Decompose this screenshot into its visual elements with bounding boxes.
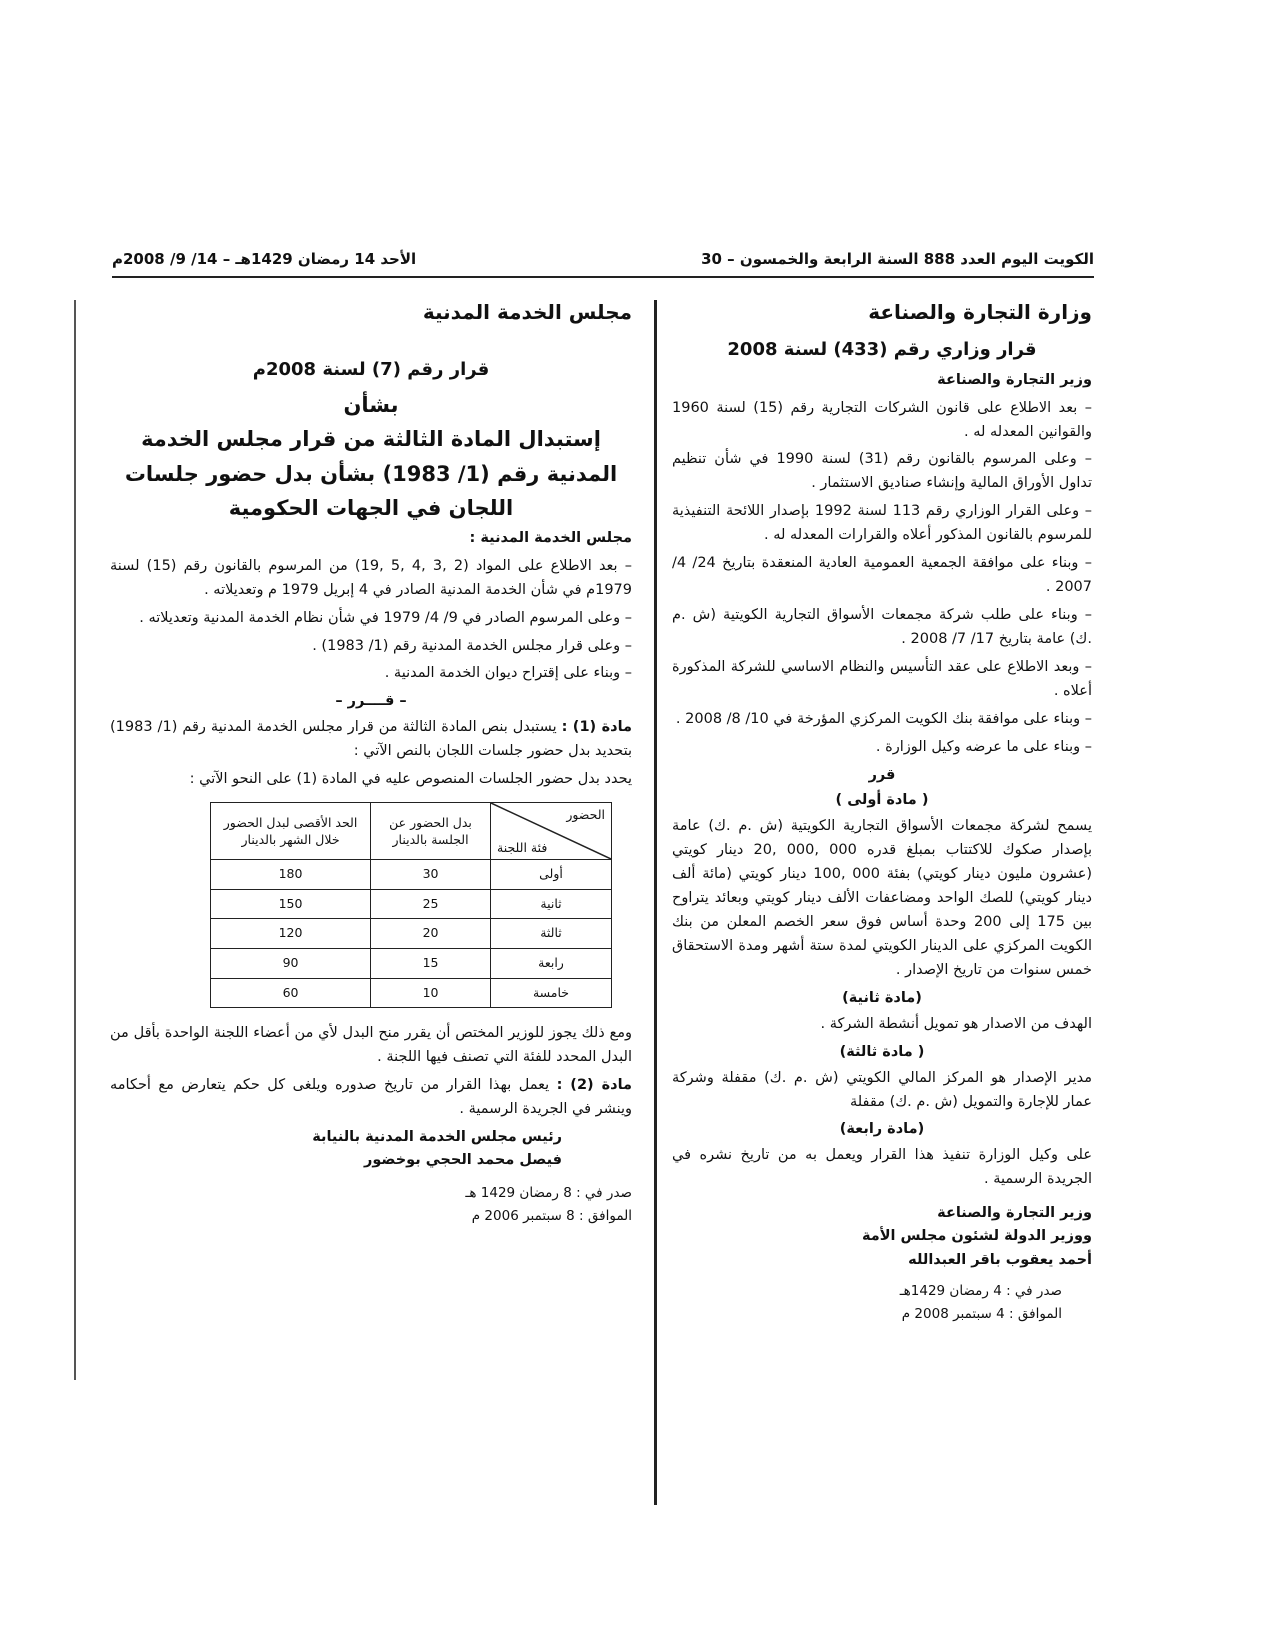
- article-1-text: يستبدل بنص المادة الثالثة من قرار مجلس الخدمة المدنية رقم (1/ 1983) بتحديد بدل حضور جلسات اللجان بالنص الآتي :: [110, 719, 632, 760]
- row-category: رابعة: [491, 948, 612, 978]
- article-2-text: يعمل بهذا القرار من تاريخ صدوره ويلغى كل حكم يتعارض مع أحكامه وينشر في الجريدة الرسمية .: [110, 1077, 632, 1117]
- header-date: الأحد 14 رمضان 1429هـ – 14/ 9/ 2008م: [112, 250, 417, 268]
- diag-bottom-label: فئة اللجنة: [497, 839, 548, 855]
- signature-line: وزير التجارة والصناعة: [937, 1205, 1092, 1222]
- subject-line: اللجان في الجهات الحكومية: [228, 496, 514, 521]
- article-2-label: مادة (2) :: [556, 1077, 632, 1094]
- preamble-item: – وعلى القرار الوزاري رقم 113 لسنة 1992 بإصدار اللائحة التنفيذية للمرسوم بالقانون المذكور أعلاه والقرارات المعدله له .: [672, 503, 1092, 544]
- row-max: 90: [211, 948, 371, 978]
- exception-note: ومع ذلك يجوز للوزير المختص أن يقرر منح البدل لأي من أعضاء اللجنة الواحدة بأقل من البدل المحدد للفئة التي تصنف فيها اللجنة .: [110, 1025, 632, 1066]
- article-4-text: على وكيل الوزارة تنفيذ هذا القرار ويعمل به من تاريخ نشره في الجريدة الرسمية .: [672, 1147, 1092, 1188]
- article-3-text: مدير الإصدار هو المركز المالي الكويتي (ش .م .ك) مقفلة وشركة عمار للإجارة والتمويل (ش .م .ك) مقفلة: [672, 1069, 1092, 1110]
- scan-edge-line: [74, 300, 76, 1380]
- preamble-item: – وبناء على ما عرضه وكيل الوزارة .: [875, 738, 1092, 755]
- regarding-label: بشأن: [343, 392, 399, 417]
- article-1-label: مادة (1) :: [561, 719, 632, 736]
- ministry-heading: وزارة التجارة والصناعة: [868, 300, 1092, 324]
- table-row: [211, 948, 612, 978]
- table-row: [211, 889, 612, 919]
- article-1: [110, 716, 632, 764]
- decision-title: قرار وزاري رقم (433) لسنة 2008: [727, 339, 1037, 360]
- row-category: ثانية: [491, 889, 612, 919]
- row-fee: 10: [371, 978, 491, 1008]
- issued-gregorian: الموافق : 8 سبتمبر 2006 م: [471, 1208, 632, 1225]
- preamble-item: – وبناء على موافقة بنك الكويت المركزي المؤرخة في 10/ 8/ 2008 .: [675, 710, 1092, 727]
- issued-block: [672, 1280, 1092, 1326]
- table-header-max: الحد الأقصى لبدل الحضور خلال الشهر بالدينار: [211, 803, 371, 860]
- row-category: ثالثة: [491, 919, 612, 949]
- issued-hijri: صدر في : 4 رمضان 1429هـ: [899, 1282, 1062, 1299]
- row-max: 60: [211, 978, 371, 1008]
- article-2-title: (مادة ثانية): [842, 989, 922, 1006]
- preamble-item: – وبناء على طلب شركة مجمعات الأسواق التجارية الكويتية (ش .م .ك) عامة بتاريخ 17/ 7/ 2008 .: [672, 606, 1092, 647]
- table-header-diagonal: [491, 803, 612, 860]
- row-max: 180: [211, 860, 371, 890]
- signature-name: أحمد يعقوب باقر العبدالله: [908, 1251, 1092, 1268]
- preamble-item: – بعد الاطلاع على المواد (2 ,3 ,4 ,5 ,19) من المرسوم بالقانون رقم (15) لسنة 1979م في شأن الخدمة المدنية الصادر في 4 إبريل 1979 م وتعديلاته .: [110, 557, 633, 598]
- issued-hijri: صدر في : 8 رمضان 1429 هـ: [465, 1185, 632, 1202]
- issued-block: [110, 1182, 632, 1228]
- decision-title: قرار رقم (7) لسنة 2008م: [252, 359, 490, 380]
- decided-heading: قرر: [868, 766, 896, 783]
- attendance-fee-table: [210, 802, 612, 1008]
- article-1-quote: يحدد بدل حضور الجلسات المنصوص عليه في المادة (1) على النحو الآتي :: [189, 771, 632, 788]
- minister-title: وزير التجارة والصناعة: [937, 371, 1092, 388]
- preamble-item: – وعلى المرسوم بالقانون رقم (31) لسنة 1990 في شأن تنظيم تداول الأوراق المالية وإنشاء صناديق الاستثمار .: [672, 451, 1092, 492]
- decided-heading: – قــــرر –: [335, 693, 407, 710]
- subject-line: المدنية رقم (1/ 1983) بشأن بدل حضور جلسات: [124, 461, 618, 486]
- row-fee: 15: [371, 948, 491, 978]
- column-divider: [654, 300, 657, 1505]
- row-fee: 25: [371, 889, 491, 919]
- header-issue: الكويت اليوم العدد 888 السنة الرابعة والخمسون – 30: [701, 250, 1094, 268]
- article-3-title: ( مادة ثالثة): [839, 1043, 925, 1060]
- row-max: 120: [211, 919, 371, 949]
- preamble-item: – بعد الاطلاع على قانون الشركات التجارية رقم (15) لسنة 1960 والقوانين المعدله له .: [672, 399, 1092, 440]
- preamble-item: – وعلى قرار مجلس الخدمة المدنية رقم (1/ 1983) .: [312, 637, 632, 654]
- preamble-item: – وبناء على إقتراح ديوان الخدمة المدنية .: [384, 665, 632, 682]
- table-row: [211, 978, 612, 1008]
- page-header: [112, 246, 1094, 278]
- row-max: 150: [211, 889, 371, 919]
- table-header-row: [211, 803, 612, 860]
- article-4-title: (مادة رابعة): [839, 1121, 925, 1138]
- signature-line: رئيس مجلس الخدمة المدنية بالنيابة: [312, 1128, 562, 1145]
- council-label: مجلس الخدمة المدنية :: [469, 529, 632, 546]
- row-category: أولى: [491, 860, 612, 890]
- preamble-item: – وعلى المرسوم الصادر في 9/ 4/ 1979 في شأن نظام الخدمة المدنية وتعديلاته .: [139, 609, 632, 626]
- issued-gregorian: الموافق : 4 سبتمبر 2008 م: [901, 1305, 1062, 1322]
- preamble-item: – وبعد الاطلاع على عقد التأسيس والنظام الاساسي للشركة المذكورة أعلاه .: [672, 658, 1092, 699]
- signature-block: [110, 1126, 632, 1172]
- table-row: [211, 860, 612, 890]
- diag-top-label: الحضور: [566, 807, 605, 823]
- row-fee: 30: [371, 860, 491, 890]
- left-column: [110, 296, 632, 1228]
- signature-block: [672, 1202, 1092, 1272]
- signature-name: فيصل محمد الحجي بوخضور: [363, 1152, 562, 1169]
- row-fee: 20: [371, 919, 491, 949]
- article-2: [110, 1074, 632, 1122]
- article-1-title: ( مادة أولى ): [835, 792, 929, 809]
- row-category: خامسة: [491, 978, 612, 1008]
- article-2-text: الهدف من الاصدار هو تمويل أنشطة الشركة .: [820, 1015, 1092, 1032]
- table-row: [211, 919, 612, 949]
- right-column: [672, 296, 1092, 1326]
- preamble-item: – وبناء على موافقة الجمعية العمومية العادية المنعقدة بتاريخ 24/ 4/ 2007 .: [672, 555, 1092, 596]
- table-header-fee: بدل الحضور عن الجلسة بالدينار: [371, 803, 491, 860]
- signature-line: ووزير الدولة لشئون مجلس الأمة: [861, 1228, 1092, 1245]
- subject-line: إستبدال المادة الثالثة من قرار مجلس الخدمة: [141, 427, 601, 452]
- article-1-text: يسمح لشركة مجمعات الأسواق التجارية الكويتية (ش .م .ك) عامة بإصدار صكوك للاكتتاب بمبلغ قدره 000 ,000 ,20 دينار كويتي (عشرون مليون دينار كويتي) بفئة 000 ,100 دينار كويتي (مائة ألف دينار كويتي) للصك الواحد ومضاعفات الألف دينار كويتي وبعائد يتراوح بين 175 إلى 200 وحدة أساس فوق سعر الخصم المعلن من بنك الكويت المركزي على الدينار الكويتي لمدة ستة أشهر ومدة الاستحقاق خمس سنوات من تاريخ الإصدار .: [672, 818, 1093, 978]
- council-heading: مجلس الخدمة المدنية: [422, 300, 632, 324]
